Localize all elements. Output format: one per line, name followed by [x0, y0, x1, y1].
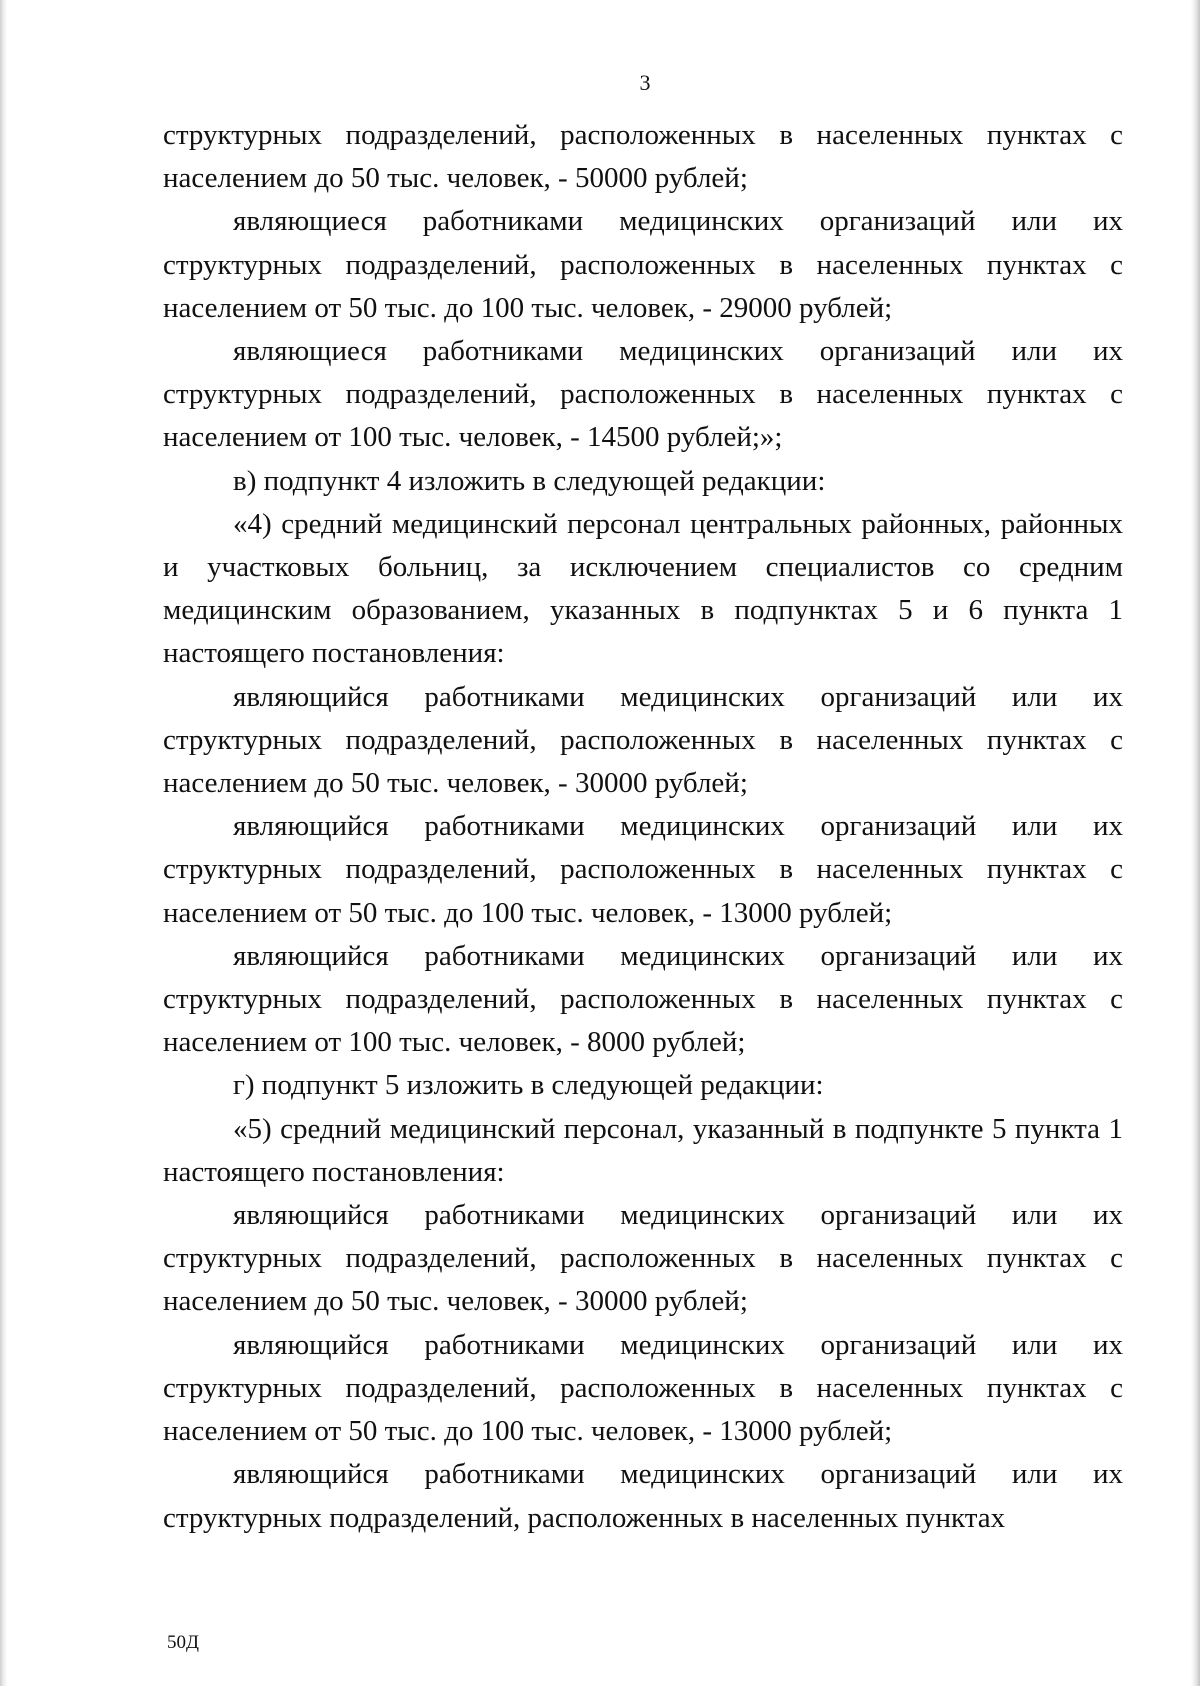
subpoint-heading: в) подпункт 4 изложить в следующей редакции: [233, 464, 826, 497]
document-body [163, 114, 1123, 1540]
subpoint-heading: г) подпункт 5 изложить в следующей редакции: [233, 1069, 824, 1102]
paragraph: являющиеся работниками медицинских организаций или их структурных подразделений, расположенных в населенных пунктах с населением от 100 тыс. человек, - 14500 рублей;»; [163, 335, 1123, 454]
paragraph: являющийся работниками медицинских организаций или их структурных подразделений, расположенных в населенных пунктах с населением от 100 тыс. человек, - 8000 рублей; [163, 939, 1123, 1059]
paragraph: «5) средний медицинский персонал, указанный в подпункте 5 пункта 1 настоящего постановления: [163, 1112, 1123, 1188]
paragraph: являющиеся работниками медицинских организаций или их структурных подразделений, расположенных в населенных пунктах с населением от 50 тыс. до 100 тыс. человек, - 29000 рублей; [163, 205, 1123, 324]
paragraph: являющийся работниками медицинских организаций или их структурных подразделений, расположенных в населенных пунктах с населением до 50 тыс. человек, - 30000 рублей; [163, 680, 1123, 800]
page-number: 3 [639, 70, 651, 95]
paragraph: «4) средний медицинский персонал центральных районных, районных и участковых больниц, за исключением специалистов со средним медицинским образованием, указанных в подпунктах 5 и 6 пункта 1 настоящего постановления: [163, 507, 1123, 670]
paragraph: структурных подразделений, расположенных в населенных пунктах с населением до 50 тыс. человек, - 50000 рублей; [163, 119, 1123, 195]
paragraph: являющийся работниками медицинских организаций или их структурных подразделений, расположенных в населенных пунктах с населением до 50 тыс. человек, - 30000 рублей; [163, 1199, 1123, 1318]
paragraph: являющийся работниками медицинских организаций или их структурных подразделений, расположенных в населенных пунктах с населением от 50 тыс. до 100 тыс. человек, - 13000 рублей; [163, 810, 1123, 929]
paragraph: являющийся работниками медицинских организаций или их структурных подразделений, расположенных в населенных пунктах с населением от 50 тыс. до 100 тыс. человек, - 13000 рублей; [163, 1328, 1123, 1448]
paragraph: являющийся работниками медицинских организаций или их структурных подразделений, расположенных в населенных пунктах [163, 1458, 1123, 1534]
footer-code: 50Д [167, 1632, 199, 1653]
scan-edge-right [1191, 0, 1200, 1686]
scan-edge-left [0, 0, 7, 1686]
